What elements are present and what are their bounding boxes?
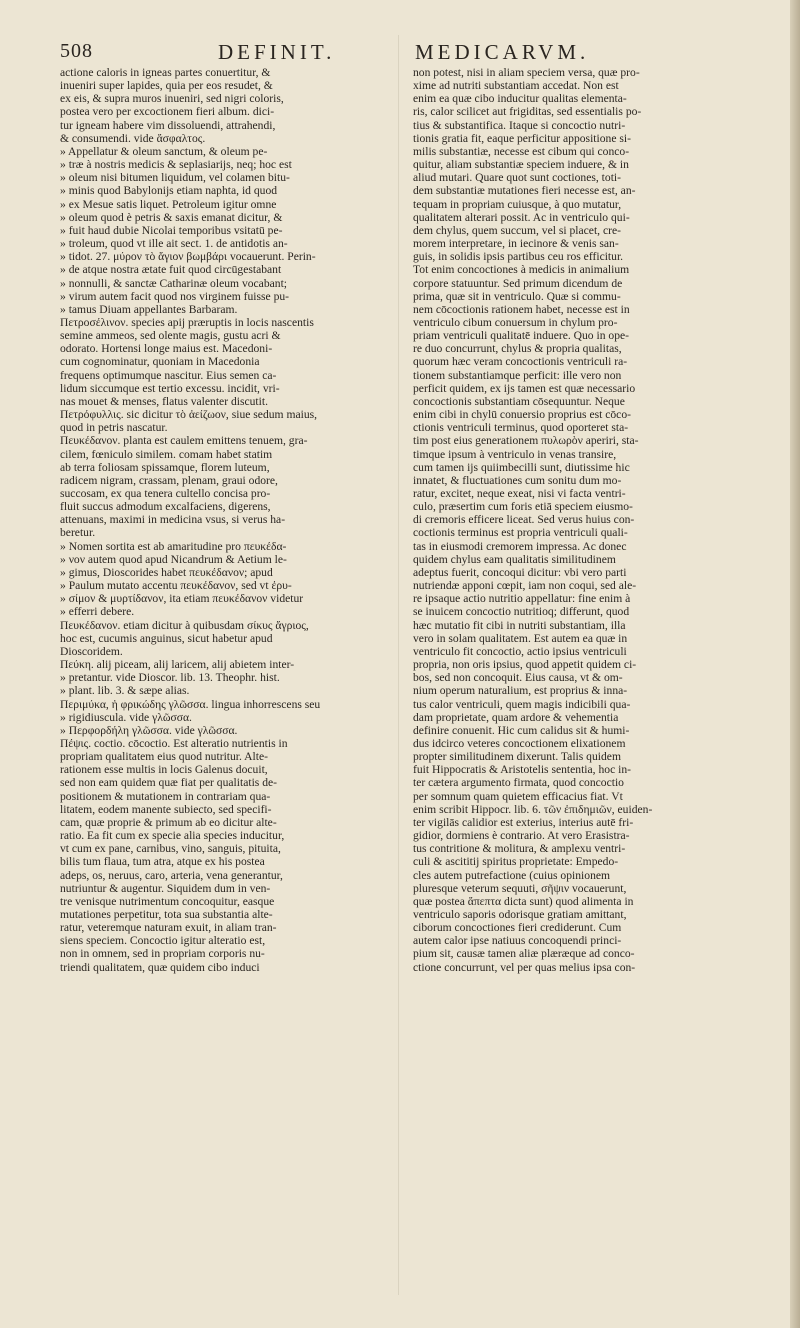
text-line: Πευκέδανον. planta est caulem emittens tenuem, gra- [60, 434, 308, 448]
text-line: cum cognominatur, quoniam in Macedonia [60, 355, 260, 369]
text-line: odorato. Hortensi longe maius est. Macedoni- [60, 342, 273, 356]
text-line: succosam, ex qua tenera cultello concisa pro- [60, 487, 271, 500]
text-line: morem interpretare, in iecinore & venis san- [413, 237, 619, 251]
text-line: fuit Hippocratis & Aristotelis sententia, hoc in- [413, 763, 631, 777]
text-line: guis, in solidis ipsis partibus ceu ros efficitur. [413, 250, 624, 264]
text-line: dus idcirco veteres concoctionem elixationem [413, 736, 626, 750]
text-line: nem cōcoctionis rationem habet, necesse est in [413, 302, 630, 316]
text-line: nutriuntur & augentur. Siquidem dum in ven- [60, 881, 271, 895]
text-line: tim post eius generationem πυλωρὸν aperiri, sta- [413, 434, 639, 448]
text-line: bos, sed non concoquit. Eius causa, vt & om- [413, 671, 623, 685]
text-line: ratio. Ea fit cum ex specie alia species inducitur, [60, 829, 285, 843]
text-line: cles autem putrefactione (cuius opinionem [413, 868, 611, 882]
text-line: » Paulum mutato accentu πευκέδανον, sed vt ἐρυ- [60, 579, 292, 593]
text-line: propter similitudinem dixerunt. Talis quidem [413, 750, 621, 764]
text-line: tius & substantifica. Itaque si concoctio nutri- [413, 118, 626, 132]
text-line: & consumendi. vide ἄσφαλτος. [60, 131, 206, 145]
text-line: per somnum quam quietem efficacius fiat. Vt [413, 789, 623, 803]
text-line: semine ammeos, sed olente magis, gustu acri & [60, 329, 281, 343]
text-line: enim ea quæ cibo inducitur qualitas elementa- [413, 92, 627, 106]
right-column [413, 66, 736, 974]
text-line: ter cætera argumento firmata, quod concoctio [413, 776, 624, 790]
text-line: dem substantiæ mutationes fieri necesse est, an- [413, 184, 636, 198]
text-line: » ex Mesue satis liquet. Petroleum igitur omne [60, 197, 277, 211]
text-line: dam proprietate, quam ardore & vehementia [413, 710, 619, 724]
text-line: enim cibi in chylū conuersio proprius est cōco- [413, 408, 631, 422]
text-line: actione caloris in igneas partes conuertitur, & [60, 66, 271, 79]
text-line: siens speciem. Concoctio igitur alteratio est, [60, 934, 266, 948]
text-line: ratur, veteremque naturam exuit, in aliam tran- [60, 921, 277, 935]
text-line: gidior, dormiens è contrario. At vero Erasistra- [413, 829, 630, 843]
text-line: nium operum naturalium, est proprius & inna- [413, 684, 628, 698]
text-line: tre venisque nutrimentum concoquitur, easque [60, 894, 275, 908]
text-line: tur igneam habere vim dissoluendi, attrahendi, [60, 118, 276, 132]
text-line: propria, non oris ipsius, quod appetit quidem ci- [413, 658, 637, 672]
text-line: fluit succus admodum excalfaciens, digerens, [60, 500, 271, 514]
text-line: pluresque veterum sequuti, σῆψιν vocauerunt, [413, 881, 627, 895]
text-line: cilem, fœniculo similem. comam habet statim [60, 447, 273, 461]
text-line: quorum hæc veram concoctionis ventriculi ra- [413, 355, 628, 369]
text-line: litatem, eodem manente subiecto, sed specifi- [60, 802, 272, 816]
page-gutter [398, 35, 399, 1295]
text-line: Πετροσέλινον. species apij præruptis in locis nascentis [60, 315, 314, 329]
text-line: propriam qualitatem eius quod nutritur. Alte- [60, 750, 269, 764]
text-line: » troleum, quod vt ille ait sect. 1. de antidotis an- [60, 237, 288, 251]
text-line: Πέψις. coctio. cōcoctio. Est alteratio nutrientis in [60, 736, 288, 750]
text-line: triendi qualitatem, quæ quidem cibo induci [60, 960, 260, 974]
text-line: ter vigilās calidior est exterius, interius autē fri- [413, 815, 634, 829]
text-line: di cremoris efficere liceat. Sed verus huius con- [413, 513, 635, 527]
text-line: vero in solam qualitatem. Est autem ea quæ in [413, 631, 628, 645]
text-line: timque ipsum à ventriculo in venas transire, [413, 447, 617, 461]
text-line: quitur, aliam substantiæ speciem induere, & in [413, 158, 629, 172]
text-line: » oleum quod è petris & saxis emanat dicitur, & [60, 210, 283, 224]
page-number: 508 [60, 40, 93, 62]
text-line: ventriculo cibum conuersum in chylum pro- [413, 315, 618, 329]
text-line: ctionis ventriculi terminus, quod oporteret sta- [413, 421, 629, 435]
text-line: attenuans, maximi in medicina vsus, si verus ha- [60, 513, 286, 527]
text-line: positionem & mutationem in contrariam qua- [60, 789, 271, 803]
text-line: re ipsaque actio nutritio appellatur: fine enim à [413, 592, 631, 606]
text-line: priam ventriculi qualitatē induere. Quo in ope- [413, 329, 630, 343]
text-line: cum tamen ijs quiimbecilli sunt, diutissime hic [413, 460, 630, 474]
text-line: » tidot. 27. μύρον τὸ ἅγιον βωμβάρι vocauerunt. Perin- [60, 250, 316, 264]
text-line: beretur. [60, 526, 96, 540]
text-line: Περιμύκα, ἡ φρικώδης γλῶσσα. lingua inhorrescens seu [60, 697, 321, 711]
text-line: » σίμον & μυρτίδανον, ita etiam πευκέδανον videtur [60, 592, 304, 606]
text-line: corpore statuuntur. Sed primum dicendum de [413, 276, 623, 290]
text-line: » nonnulli, & sanctæ Catharinæ oleum vocabant; [60, 276, 288, 290]
text-line: ab terra foliosam spissamque, florem luteum, [60, 460, 270, 474]
text-line: Dioscoridem. [60, 644, 123, 658]
text-line: tionem substantiamque perficit: ille vero non [413, 368, 622, 382]
text-line: ex eis, & supra muros inueniri, sed nigri coloris, [60, 92, 284, 106]
text-line: nas mouet & menses, flatus valenter discutit. [60, 394, 268, 408]
text-line: ris, calor scilicet aut frigiditas, sed essentialis po- [413, 105, 642, 119]
text-line: » minis quod Babylonijs etiam naphta, id quod [60, 184, 278, 198]
text-line: bilis tum flaua, tum atra, atque ex his postea [60, 855, 265, 869]
text-line: Πετρόφυλλις. sic dicitur τὸ ἀείζωον, siue sedum maius, [60, 408, 318, 422]
text-line: » efferri debere. [60, 605, 135, 619]
text-line: re duo concurrunt, chylus & propria qualitas, [413, 342, 622, 356]
page-edge [790, 0, 800, 1328]
text-line: » Περφορδήλη γλῶσσα. vide γλῶσσα. [60, 723, 238, 737]
text-line: culo, præsertim cum foris etiā speciem eiusmo- [413, 500, 633, 514]
text-line: qualitatem alterari possit. Ac in ventriculo qui- [413, 210, 630, 224]
text-line: adeps, os, neruus, caro, arteria, vena generantur, [60, 868, 283, 882]
running-header [0, 0, 800, 62]
text-line: coctionis terminus est propria ventriculi quali- [413, 526, 628, 540]
text-line: ctione concurrunt, vel per quas melius ipsa con- [413, 960, 636, 974]
text-line: aliud mutari. Quare quot sunt coctiones, toti- [413, 171, 621, 185]
text-line: postea vero per excoctionem fieri album. dici- [60, 105, 275, 119]
text-line: ventriculo fit concoctio, actio ipsius ventriculi [413, 644, 627, 658]
text-line: hoc est, cucumis anguinus, sicut habetur apud [60, 631, 273, 645]
text-line: » oleum nisi bitumen liquidum, vel colamen bitu- [60, 171, 290, 185]
text-line: non potest, nisi in aliam speciem versa, quæ pro- [413, 66, 640, 79]
text-line: non in omnem, sed in propriam corporis nu- [60, 947, 265, 961]
text-line: » Appellatur & oleum sanctum, & oleum pe- [60, 144, 268, 158]
text-line: rationem esse multis in locis Galenus docuit, [60, 763, 268, 777]
text-line: dem chylus, quem succum, vel si placet, cre- [413, 223, 621, 237]
text-line: frequens optimumque nascitur. Eius semen ca- [60, 368, 277, 382]
text-line: enim scribit Hippocr. lib. 6. τῶν ἐπιδημιῶν, euiden- [413, 802, 653, 816]
text-line: quidem chylus eam qualitatis similitudinem [413, 552, 616, 566]
text-line: » de atque nostra ætate fuit quod circūgestabant [60, 263, 282, 277]
text-line: tionis gratia fit, eaque perficitur appositione si- [413, 131, 631, 145]
text-line: » fuit haud dubie Nicolai temporibus vsitatū pe- [60, 223, 283, 237]
text-line: milis substantiæ, necesse est cibum qui conco- [413, 144, 630, 158]
text-line: quod in petris nascatur. [60, 421, 168, 435]
text-line: concoctionis substantiam cōsequuntur. Neque [413, 394, 625, 408]
text-line: tus calor ventriculi, quem magis indicibili qua- [413, 697, 631, 711]
text-line: quæ postea ἄπεπτα dicta sunt) quod alimenta in [413, 894, 634, 908]
text-line: cam, quæ proprie & primum ab eo dicitur alte- [60, 815, 277, 829]
text-line: hæc mutatio fit cibi in nutriti substantiam, illa [413, 618, 626, 632]
text-line: adeptus fuerit, concoqui dicitur: vbi vero parti [413, 565, 627, 579]
text-line: » Nomen sortita est ab amaritudine pro πευκέδα- [60, 539, 287, 553]
text-line: inueniri super lapides, quia per eos resudet, & [60, 79, 273, 93]
text-line: » træ à nostris medicis & seplasiarijs, neq; hoc est [60, 158, 292, 172]
text-line: perficit quidem, ex ijs tamen est quæ necessario [413, 381, 636, 395]
text-line: Tot enim concoctiones à medicis in animalium [413, 263, 630, 277]
text-line: » νον autem quod apud Nicandrum & Aetium le- [60, 552, 287, 566]
text-line: autem calor ipse natiuus concoquendi princi- [413, 934, 622, 948]
text-line: tequam in propriam cuiusque, à quo mutatur, [413, 197, 622, 211]
text-line: ratur, excitet, neque exeat, nisi vi facta ventri- [413, 487, 626, 500]
text-line: » virum autem facit quod nos virginem fuisse pu- [60, 289, 290, 303]
text-line: Πεύκη. alij piceam, alij laricem, alij abietem inter- [60, 658, 295, 672]
text-line: » gimus, Dioscorides habet πευκέδανον; apud [60, 565, 273, 579]
text-line: » pretantur. vide Dioscor. lib. 13. Theophr. hist. [60, 671, 280, 685]
text-line: ciborum concoctiones fieri crediderunt. Cum [413, 921, 622, 935]
text-line: tas in eiusmodi cremorem impressa. Ac donec [413, 539, 627, 553]
text-line: culi & ascititij spiritus proprietate: Empedo- [413, 855, 619, 869]
text-line: » tamus Diuam appellantes Barbaram. [60, 302, 238, 316]
text-line: Πευκέδανον. etiam dicitur à quibusdam σίκυς ἄγριος, [60, 618, 309, 632]
text-line: lidum siccumque est tertio excessu. incidit, vri- [60, 381, 280, 395]
text-line: se inuicem concoctio nutritioq; differunt, quod [413, 605, 630, 619]
text-line: » rigidiuscula. vide γλῶσσα. [60, 710, 192, 724]
text-line: sed non eam quidem quæ fiat per qualitatis de- [60, 776, 278, 790]
text-line: xime ad nutriti substantiam accedat. Non est [413, 79, 619, 93]
text-line: radicem nigram, crassam, plenam, graui odore, [60, 473, 278, 487]
text-line: mutationes perpetitur, tota sua substantia alte- [60, 908, 273, 921]
text-line: definire conuenit. Hic cum calidus sit & humi- [413, 723, 630, 737]
text-line: ventriculo saporis odorisque gratiam amittant, [413, 908, 627, 921]
running-title-right: MEDICARVM. [415, 40, 590, 64]
text-line: nutriendæ apponi cœpit, iam non coqui, sed ale- [413, 579, 637, 593]
text-line: prima, quæ sit in ventriculo. Quæ si commu- [413, 289, 621, 303]
text-line: innatet, & fluctuationes cum sonitu dum mo- [413, 473, 622, 487]
text-line: pium sit, causæ tamen aliæ plæræque ad conco- [413, 947, 635, 961]
running-title-left: DEFINIT. [218, 40, 336, 64]
text-line: » plant. lib. 3. & sæpe alias. [60, 684, 190, 698]
left-column [60, 66, 378, 974]
text-line: vt cum ex pane, carnibus, vino, sanguis, pituita, [60, 842, 281, 856]
text-line: tus contritione & molitura, & amplexu ventri- [413, 842, 626, 856]
